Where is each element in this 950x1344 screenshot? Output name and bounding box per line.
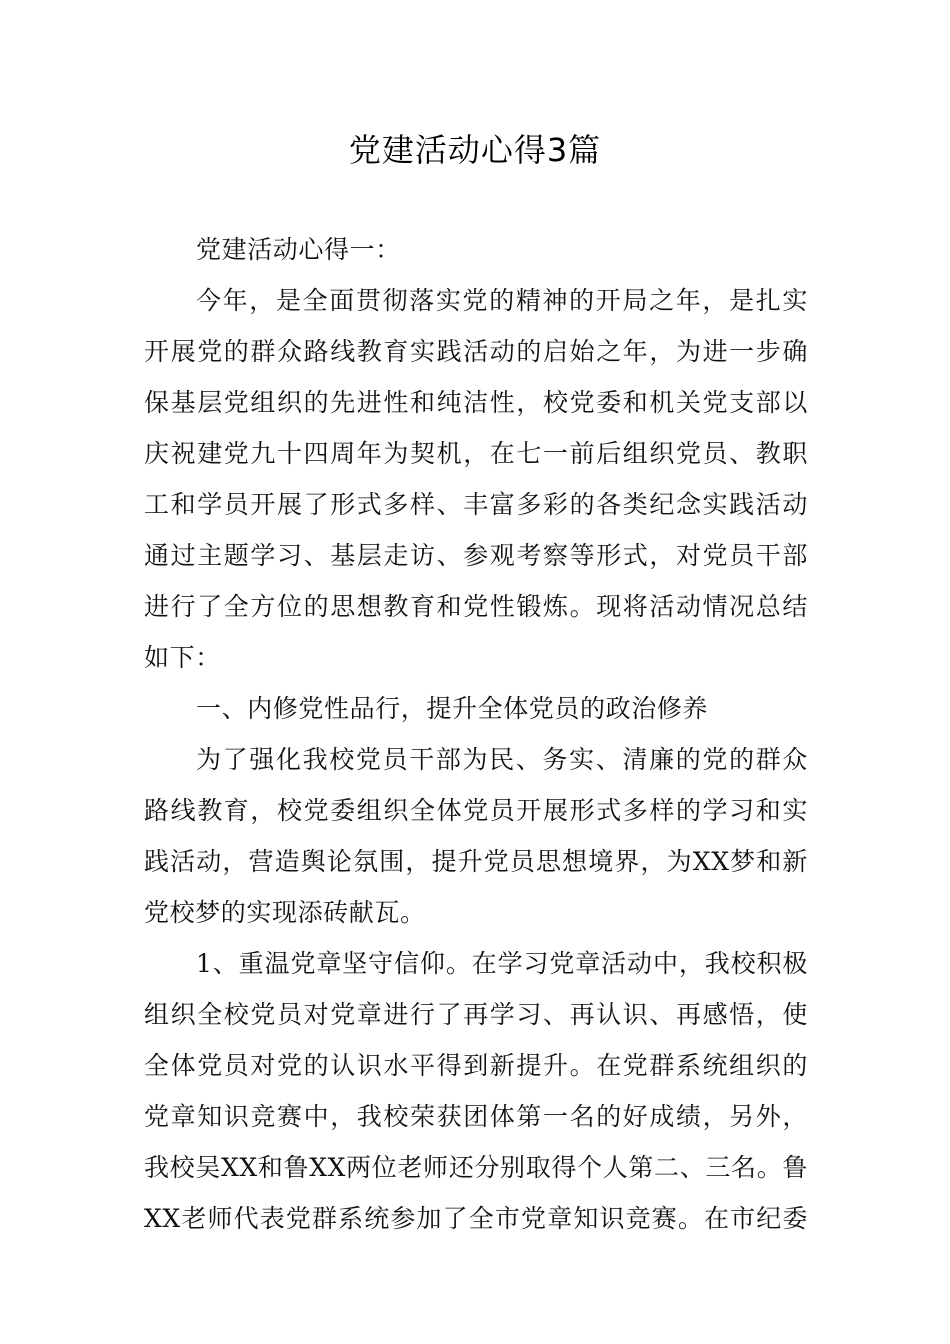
document-title: 党建活动心得3篇 <box>348 131 602 169</box>
paragraph-line: 路线教育，校党委组织全体党员开展形式多样的学习和实 <box>144 796 808 825</box>
paragraph-line: 今年，是全面贯彻落实党的精神的开局之年，是扎实 <box>196 286 808 315</box>
section-heading: 党建活动心得一： <box>196 235 401 264</box>
paragraph-line: 我校吴XX和鲁XX两位老师还分别取得个人第二、三名。鲁 <box>144 1153 808 1182</box>
paragraph-line: XX老师代表党群系统参加了全市党章知识竞赛。在市纪委 <box>144 1204 808 1233</box>
paragraph-line: 开展党的群众路线教育实践活动的启始之年，为进一步确 <box>144 337 808 366</box>
section-heading: 一、内修党性品行，提升全体党员的政治修养 <box>196 694 709 723</box>
paragraph-line: 进行了全方位的思想教育和党性锻炼。现将活动情况总结 <box>144 592 808 621</box>
paragraph-line: 组织全校党员对党章进行了再学习、再认识、再感悟，使 <box>144 1000 808 1029</box>
paragraph-line: 1、重温党章坚守信仰。在学习党章活动中，我校积极 <box>196 949 808 978</box>
paragraph-line: 通过主题学习、基层走访、参观考察等形式，对党员干部 <box>144 541 808 570</box>
paragraph-line: 践活动，营造舆论氛围，提升党员思想境界，为XX梦和新 <box>144 847 808 876</box>
paragraph-line: 如下： <box>144 643 221 672</box>
paragraph-line: 保基层党组织的先进性和纯洁性，校党委和机关党支部以 <box>144 388 808 417</box>
paragraph-line: 党章知识竞赛中，我校荣获团体第一名的好成绩，另外， <box>144 1102 808 1131</box>
paragraph-line: 党校梦的实现添砖献瓦。 <box>144 898 426 927</box>
paragraph-line: 为了强化我校党员干部为民、务实、清廉的党的群众 <box>196 745 808 774</box>
document-body <box>144 224 808 1244</box>
paragraph-line: 庆祝建党九十四周年为契机，在七一前后组织党员、教职 <box>144 439 808 468</box>
paragraph-line: 全体党员对党的认识水平得到新提升。在党群系统组织的 <box>144 1051 808 1080</box>
paragraph-line: 工和学员开展了形式多样、丰富多彩的各类纪念实践活动 <box>144 490 808 519</box>
